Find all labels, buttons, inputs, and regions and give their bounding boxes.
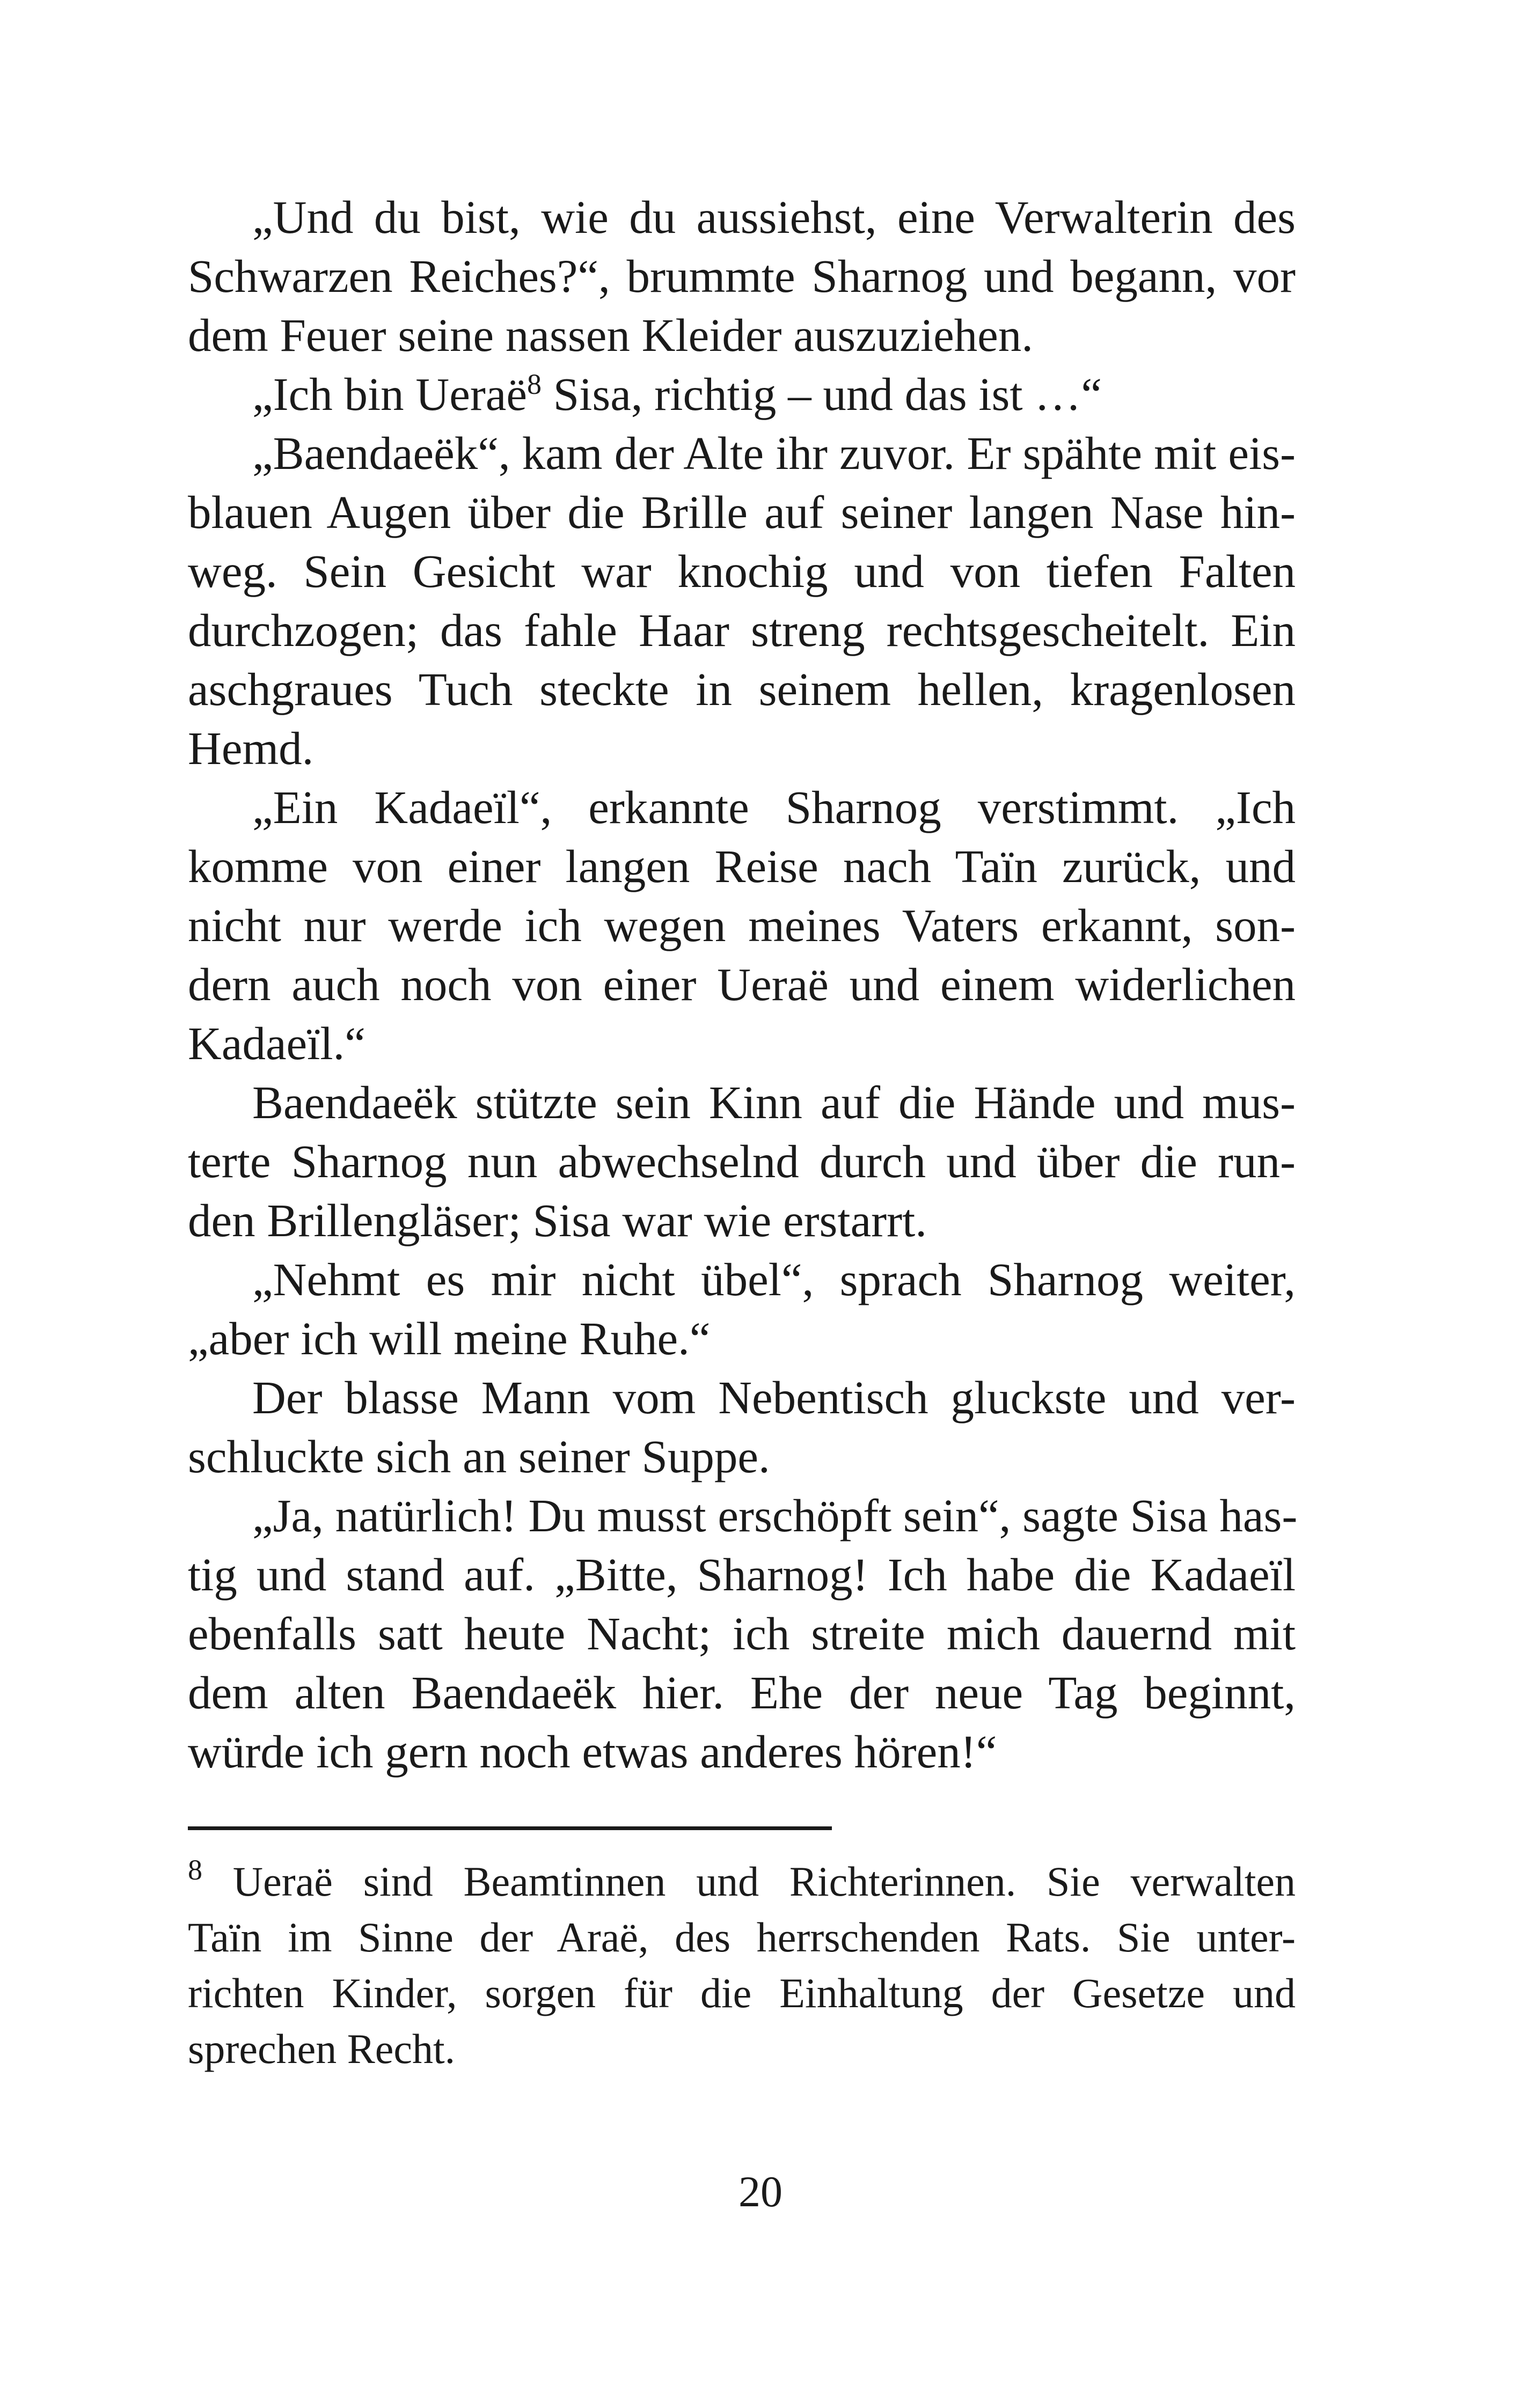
text-line: terte Sharnog nun abwechselnd durch und über die run- — [188, 1135, 1296, 1187]
text-line: „Ja, natürlich! Du musst erschöpft sein“, sagte Sisa has- — [252, 1489, 1298, 1541]
text-line: Schwarzen Reiches?“, brummte Sharnog und begann, vor — [188, 250, 1296, 302]
text-fragment: Sisa, richtig – und das ist …“ — [542, 368, 1102, 420]
text-line: würde ich gern noch etwas anderes hören!“ — [188, 1726, 997, 1778]
text-line: schluckte sich an seiner Suppe. — [188, 1430, 770, 1482]
text-line: „Baendaeëk“, kam der Alte ihr zuvor. Er spähte mit eis- — [252, 427, 1296, 479]
text-line: dern auch noch von einer Ueraë und einem widerlichen — [188, 958, 1296, 1010]
text-line: Der blasse Mann vom Nebentisch gluckste und ver- — [252, 1371, 1296, 1423]
footnote-line: Taïn im Sinne der Araë, des herrschenden Rats. Sie unter- — [188, 1914, 1296, 1961]
text-line: blauen Augen über die Brille auf seiner langen Nase hin- — [188, 486, 1296, 538]
text-line: weg. Sein Gesicht war knochig und von tiefen Falten — [188, 545, 1296, 597]
text-line: tig und stand auf. „Bitte, Sharnog! Ich habe die Kadaeïl — [188, 1548, 1296, 1601]
text-line: ebenfalls satt heute Nacht; ich streite mich dauernd mit — [188, 1607, 1296, 1660]
text-fragment: Ueraë sind Beamtinnen und Richterinnen. Sie verwalten — [202, 1858, 1296, 1905]
text-line: „aber ich will meine Ruhe.“ — [188, 1312, 711, 1364]
text-line: Hemd. — [188, 722, 314, 774]
footnote-line: richten Kinder, sorgen für die Einhaltung der Gesetze und — [188, 1970, 1296, 2016]
footnote-line — [188, 1854, 1296, 1910]
text-line: nicht nur werde ich wegen meines Vaters erkannt, son- — [188, 899, 1296, 951]
text-line: komme von einer langen Reise nach Taïn zurück, und — [188, 840, 1296, 892]
footnote-marker: 8 — [188, 1854, 202, 1886]
footnote — [188, 1854, 1296, 2077]
text-line: Baendaeëk stützte sein Kinn auf die Hände und mus- — [252, 1076, 1296, 1128]
text-line — [188, 365, 1296, 424]
text-line: den Brillengläser; Sisa war wie erstarrt. — [188, 1194, 927, 1246]
text-line: dem alten Baendaeëk hier. Ehe der neue Tag beginnt, — [188, 1666, 1296, 1719]
text-line: „Nehmt es mir nicht übel“, sprach Sharnog weiter, — [252, 1253, 1296, 1305]
text-line: Kadaeïl.“ — [188, 1017, 365, 1069]
footnote-reference: 8 — [527, 368, 542, 400]
page-number: 20 — [738, 2167, 783, 2216]
footnote-separator — [188, 1826, 832, 1830]
text-line: dem Feuer seine nassen Kleider auszuziehen. — [188, 309, 1034, 361]
main-text — [188, 188, 1296, 1781]
text-line: durchzogen; das fahle Haar streng rechtsgescheitelt. Ein — [188, 604, 1296, 656]
text-fragment: „Ich bin Ueraë — [252, 368, 528, 420]
text-line: „Und du bist, wie du aussiehst, eine Verwalterin des — [252, 191, 1296, 243]
text-line: „Ein Kadaeïl“, erkannte Sharnog verstimmt. „Ich — [252, 781, 1296, 833]
text-line: aschgraues Tuch steckte in seinem hellen, kragenlosen — [188, 663, 1296, 715]
footnote-line: sprechen Recht. — [188, 2025, 456, 2072]
